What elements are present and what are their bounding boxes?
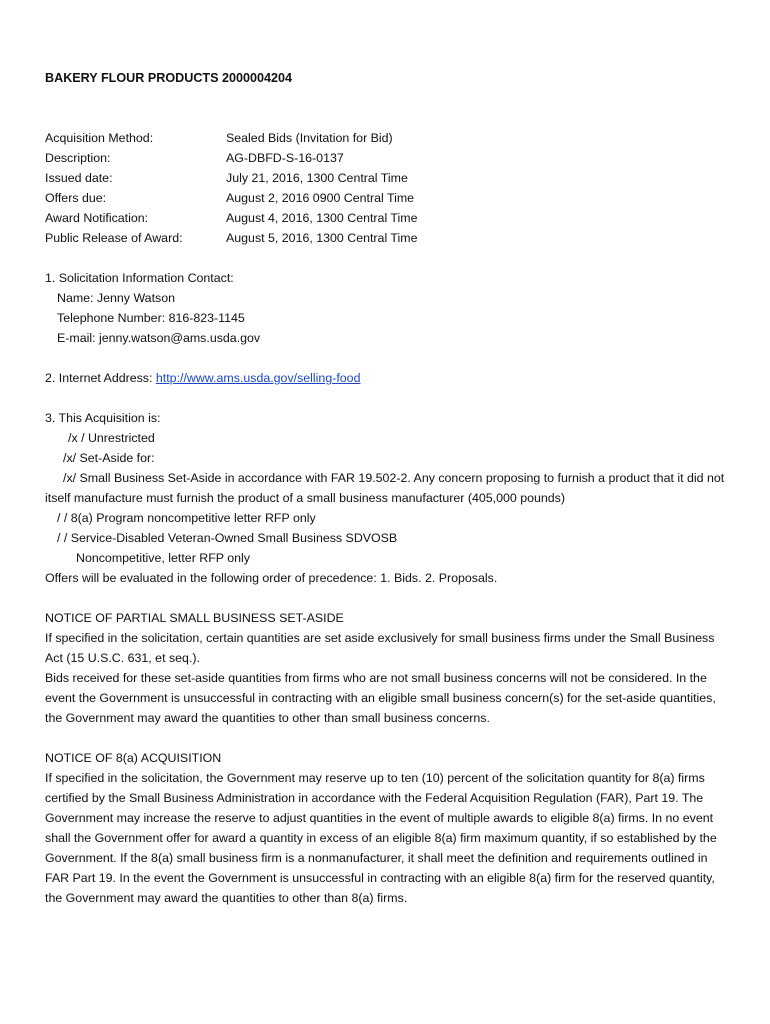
info-value: August 2, 2016 0900 Central Time	[226, 191, 415, 205]
contact-phone: Telephone Number: 816-823-1145	[57, 311, 245, 325]
document-title: BAKERY FLOUR PRODUCTS 2000004204	[45, 71, 293, 85]
notice-8a-body: If specified in the solicitation, the Government may reserve up to ten (10) percent of the solicitation quantity for 8(a) firms certified by the Small Business Administration in accordance with the Federal Acquisition Regulation (FAR), Part 19. The Government may increase the reserve to adjust quantities in the event of multiple awards to eligible 8(a) firms. In no event shall the Government offer for award a quantity in excess of an eligible 8(a) firm maximum quantity, if so established by the Government. If the 8(a) small business firm is a nonmanufacturer, it shall meet the definition and requirements outlined in FAR Part 19. In the event the Government is unsuccessful in contracting with an eligible 8(a) firm for the reserved quantity, the Government may award the quantities to other than 8(a) firms.	[45, 771, 717, 905]
internet-address-label: 2. Internet Address:	[45, 371, 156, 385]
info-row	[45, 128, 735, 148]
partial-set-aside-notice	[45, 608, 735, 668]
notice-8a-heading: NOTICE OF 8(a) ACQUISITION	[45, 751, 222, 765]
info-label: Issued date:	[45, 171, 113, 185]
option-8a-program: / / 8(a) Program noncompetitive letter RFP only	[57, 511, 316, 525]
partial-set-aside-body: If specified in the solicitation, certain quantities are set aside exclusively for small business firms under the Small Business Act (15 U.S.C. 631, et seq.).	[45, 631, 715, 665]
internet-address-link[interactable]: http://www.ams.usda.gov/selling-food	[155, 371, 361, 385]
info-value: August 4, 2016, 1300 Central Time	[226, 211, 418, 225]
document-page	[45, 68, 735, 908]
info-value: August 5, 2016, 1300 Central Time	[226, 231, 418, 245]
bids-received-text: Bids received for these set-aside quantities from firms who are not small business concerns will not be considered. In the event the Government is unsuccessful in contracting with an eligible small business concern(s) for the set-aside quantities, the Government may award the quantities to other than small business concerns.	[45, 671, 716, 725]
contact-section	[45, 268, 735, 348]
option-set-aside: /x/ Set-Aside for:	[63, 451, 155, 465]
info-row	[45, 188, 735, 208]
info-value: Sealed Bids (Invitation for Bid)	[226, 131, 393, 145]
acquisition-section	[45, 408, 735, 568]
info-row	[45, 208, 735, 228]
info-label: Public Release of Award:	[45, 231, 183, 245]
contact-email: E-mail: jenny.watson@ams.usda.gov	[57, 331, 261, 345]
notice-8a-section	[45, 748, 735, 908]
option-small-business: /x/ Small Business Set-Aside in accordance with FAR 19.502-2. Any concern proposing to furnish a product that it did not itself manufacture must furnish the product of a small business manufacturer (405,000 pounds)	[45, 471, 725, 505]
partial-set-aside-heading: NOTICE OF PARTIAL SMALL BUSINESS SET-ASIDE	[45, 611, 344, 625]
info-label: Acquisition Method:	[45, 131, 154, 145]
info-row	[45, 168, 735, 188]
evaluation-order-text: Offers will be evaluated in the following order of precedence: 1. Bids. 2. Proposals.	[45, 571, 498, 585]
contact-name: Name: Jenny Watson	[57, 291, 175, 305]
info-label: Description:	[45, 151, 111, 165]
acquisition-heading: 3. This Acquisition is:	[45, 411, 161, 425]
info-label: Offers due:	[45, 191, 107, 205]
info-label: Award Notification:	[45, 211, 149, 225]
solicitation-info-table	[45, 128, 735, 248]
info-row	[45, 148, 735, 168]
option-noncompetitive: Noncompetitive, letter RFP only	[76, 551, 251, 565]
option-sdvosb: / / Service-Disabled Veteran-Owned Small Business SDVOSB	[57, 531, 398, 545]
internet-address-section	[45, 368, 735, 388]
info-value: July 21, 2016, 1300 Central Time	[226, 171, 408, 185]
info-value: AG-DBFD-S-16-0137	[226, 151, 344, 165]
option-unrestricted: /x / Unrestricted	[68, 431, 155, 445]
contact-heading: 1. Solicitation Information Contact:	[45, 271, 234, 285]
info-row	[45, 228, 735, 248]
